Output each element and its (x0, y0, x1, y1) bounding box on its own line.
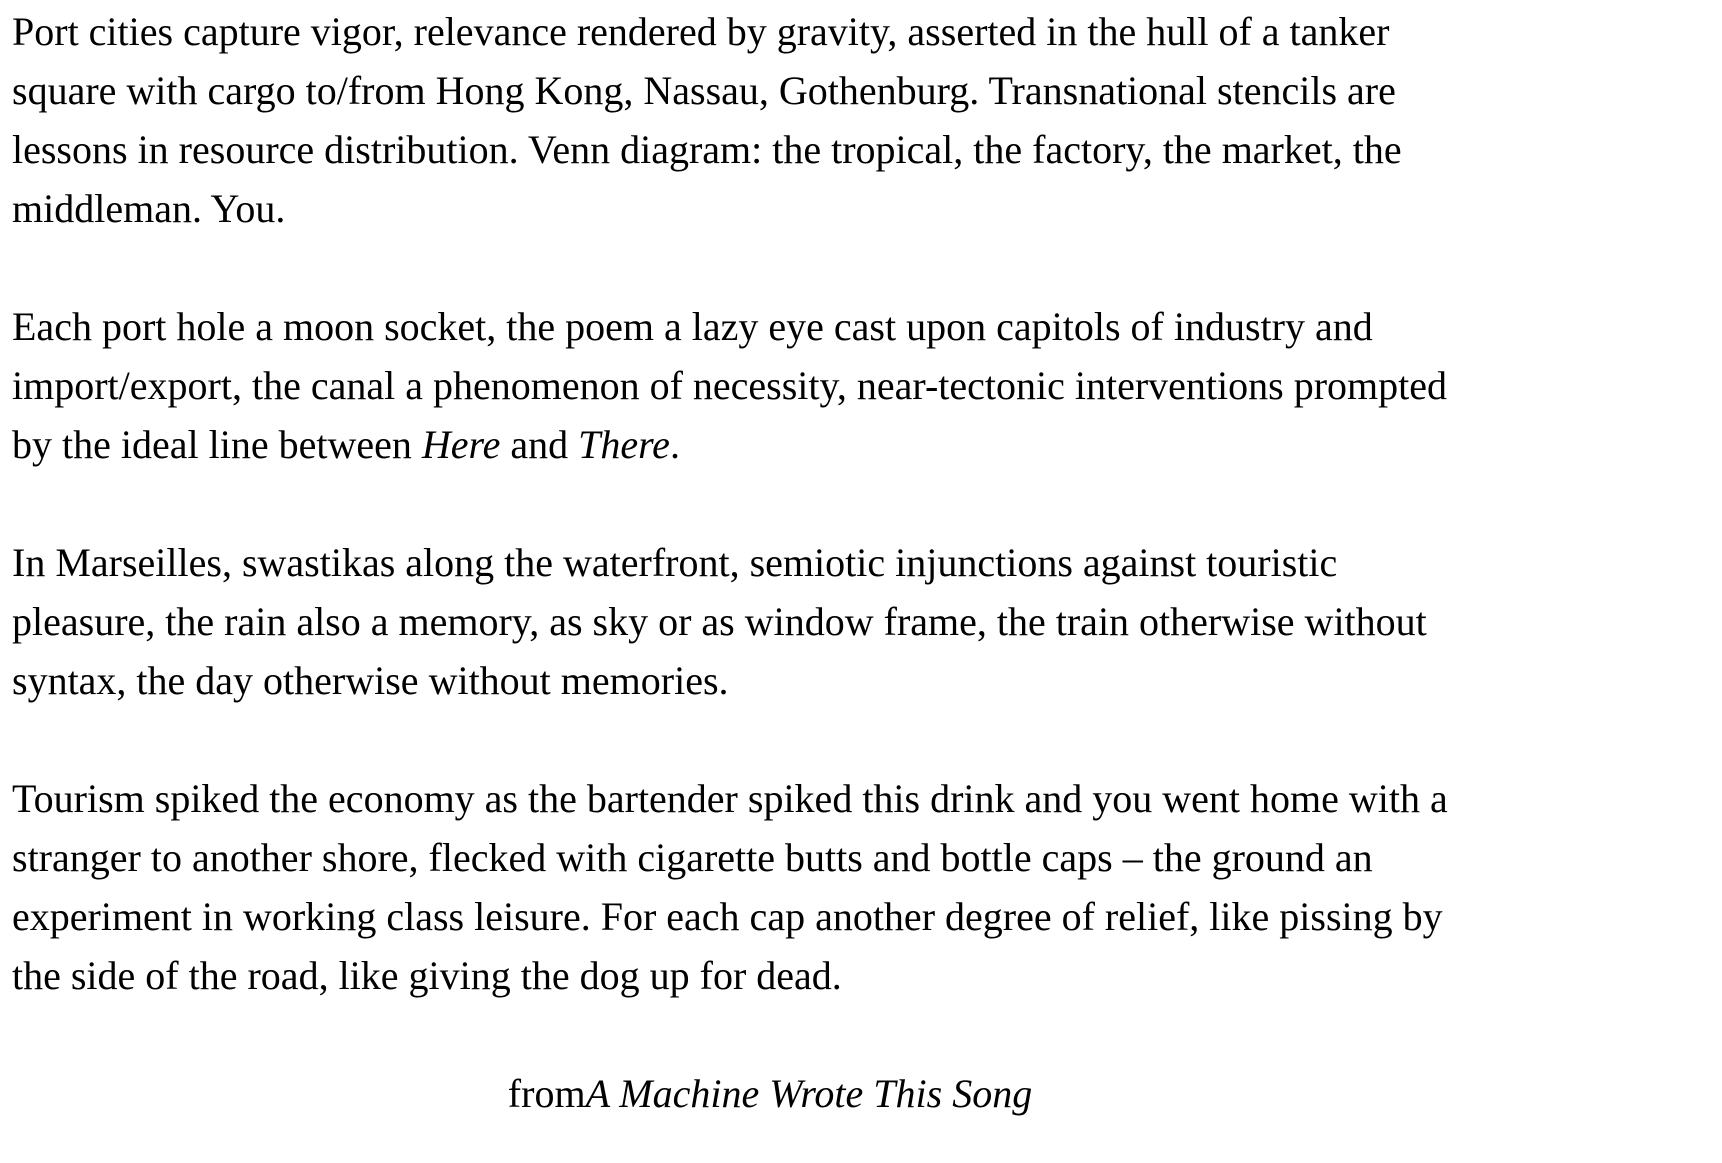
attribution-title: A Machine Wrote This Song (585, 1071, 1033, 1116)
stanza-2-text-before: Each port hole a moon socket, the poem a lazy eye cast upon capitols of industry and import/export, the canal a phenomenon of necessity, near-tectonic interventions prompted by the ideal line between (12, 304, 1448, 467)
attribution (12, 1064, 1528, 1123)
attribution-prefix: from (507, 1071, 586, 1116)
stanza-2-italic-there: There (578, 422, 670, 467)
stanza-2-text-after: . (669, 422, 680, 467)
stanza-2-text-middle: and (500, 422, 579, 467)
stanza-2 (12, 297, 1718, 474)
stanza-1: Port cities capture vigor, relevance rendered by gravity, asserted in the hull of a tanker square with cargo to/from Hong Kong, Nassau, Gothenburg. Transnational stencils are lessons in resource distribution. Venn diagram: the tropical, the factory, the market, the middleman. You. (12, 9, 1402, 231)
stanza-2-italic-here: Here (421, 422, 501, 467)
stanza-3: In Marseilles, swastikas along the waterfront, semiotic injunctions against touristic pleasure, the rain also a memory, as sky or as window frame, the train otherwise without syntax, the day otherwise without memories. (12, 540, 1427, 703)
stanza-4: Tourism spiked the economy as the bartender spiked this drink and you went home with a stranger to another shore, flecked with cigarette butts and bottle caps – the ground an experiment in working class leisure. For each cap another degree of relief, like pissing by the side of the road, like giving the dog up for dead. (12, 776, 1448, 998)
poem-page (12, 0, 1718, 1163)
